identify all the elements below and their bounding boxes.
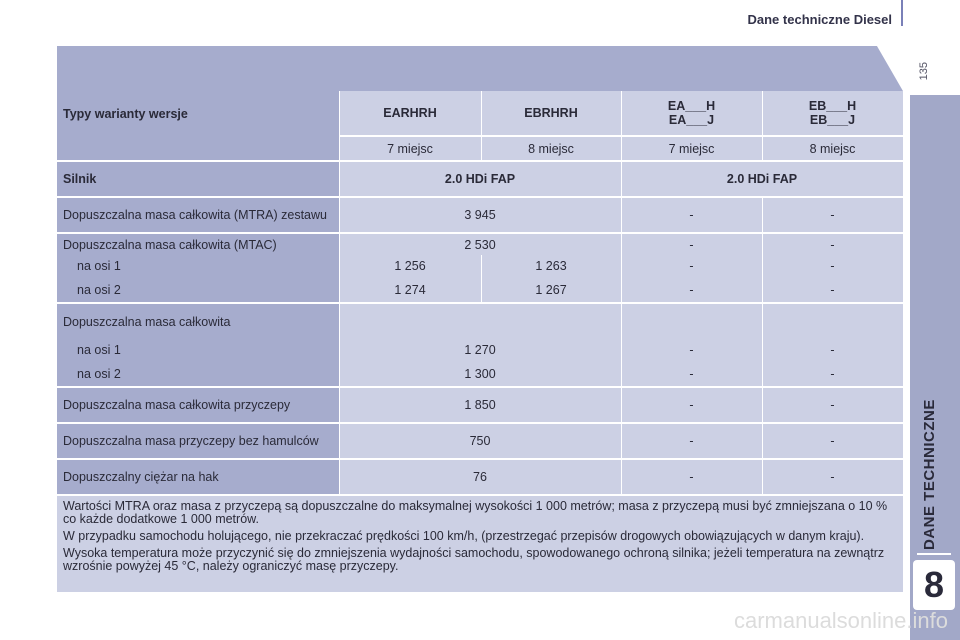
- total-axle1-value: -: [762, 339, 903, 361]
- engine-cell: 2.0 HDi FAP: [621, 161, 903, 197]
- total-mass-blank: [339, 303, 621, 339]
- page-number: 135: [918, 62, 930, 81]
- unbraked-trailer-value: -: [762, 423, 903, 459]
- axle1-value: -: [621, 255, 762, 277]
- axle2-value: 1 274: [339, 277, 481, 303]
- note-paragraph: Wysoka temperatura może przyczynić się do zmniejszenia wydajności samochodu, spowodowanego ochroną silnika; jeżeli temperatura na zewnątrz wzrośnie powyżej 45 °C, należy ograniczyć masę przyczepy.: [63, 546, 885, 573]
- hitch-load-label: Dopuszczalny ciężar na hak: [57, 459, 339, 495]
- engine-label: Silnik: [57, 161, 339, 197]
- unbraked-trailer-value: 750: [339, 423, 621, 459]
- axle1-value: -: [762, 255, 903, 277]
- seats-cell: 7 miejsc: [621, 136, 762, 161]
- axle1-value: 1 263: [481, 255, 621, 277]
- total-axle2-value: -: [621, 361, 762, 387]
- mtac-value: -: [762, 233, 903, 255]
- notes-block: [63, 500, 897, 577]
- seats-label-cell: [57, 136, 339, 161]
- engine-cell: 2.0 HDi FAP: [339, 161, 621, 197]
- header-divider: [901, 0, 903, 26]
- hitch-load-value: 76: [339, 459, 621, 495]
- trailer-mass-value: 1 850: [339, 387, 621, 423]
- total-axle2-label: na osi 2: [57, 361, 339, 387]
- hitch-load-value: -: [621, 459, 762, 495]
- mtac-value: 2 530: [339, 233, 621, 255]
- axle2-value: -: [621, 277, 762, 303]
- axle2-value: 1 267: [481, 277, 621, 303]
- technical-data-table: [57, 91, 904, 496]
- note-paragraph: Wartości MTRA oraz masa z przyczepą są dopuszczalne do maksymalnej wysokości 1 000 metrów; masa z przyczepą musi być zmniejszana o 10 % co każde dodatkowe 1 000 metrów.: [63, 499, 888, 526]
- hitch-load-value: -: [762, 459, 903, 495]
- table-header-label: Typy warianty wersje: [57, 91, 339, 136]
- page-header-title: Dane techniczne Diesel: [747, 12, 892, 27]
- axle1-value: 1 256: [339, 255, 481, 277]
- code-cell: EA___H EA___J: [621, 91, 762, 136]
- seats-cell: 7 miejsc: [339, 136, 481, 161]
- chapter-side-tab: [910, 95, 960, 640]
- chapter-divider: [917, 553, 951, 555]
- total-mass-blank: [621, 303, 762, 339]
- mtra-value: -: [621, 197, 762, 233]
- mtra-value: 3 945: [339, 197, 621, 233]
- total-axle1-label: na osi 1: [57, 339, 339, 361]
- chapter-side-label: DANE TECHNICZNE: [921, 399, 938, 550]
- total-mass-blank: [762, 303, 903, 339]
- code-cell: EARHRH: [339, 91, 481, 136]
- total-axle2-value: -: [762, 361, 903, 387]
- total-axle1-value: -: [621, 339, 762, 361]
- total-axle2-value: 1 300: [339, 361, 621, 387]
- unbraked-trailer-value: -: [621, 423, 762, 459]
- mtac-value: -: [621, 233, 762, 255]
- note-paragraph: W przypadku samochodu holującego, nie przekraczać prędkości 100 km/h, (przestrzegać przepisów drogowych obowiązujących w danym kraju).: [63, 529, 865, 543]
- mtra-label: Dopuszczalna masa całkowita (MTRA) zestawu: [57, 197, 339, 233]
- mtac-label: Dopuszczalna masa całkowita (MTAC): [57, 233, 339, 255]
- axle1-label: na osi 1: [57, 255, 339, 277]
- total-mass-label: Dopuszczalna masa całkowita: [57, 303, 339, 339]
- axle2-label: na osi 2: [57, 277, 339, 303]
- watermark: carmanualsonline.info: [733, 608, 948, 633]
- spec-panel-header-band: [57, 46, 903, 91]
- trailer-mass-label: Dopuszczalna masa całkowita przyczepy: [57, 387, 339, 423]
- trailer-mass-value: -: [621, 387, 762, 423]
- seats-cell: 8 miejsc: [762, 136, 903, 161]
- code-cell: EB___H EB___J: [762, 91, 903, 136]
- total-axle1-value: 1 270: [339, 339, 621, 361]
- code-cell: EBRHRH: [481, 91, 621, 136]
- seats-cell: 8 miejsc: [481, 136, 621, 161]
- unbraked-trailer-label: Dopuszczalna masa przyczepy bez hamulców: [57, 423, 339, 459]
- mtra-value: -: [762, 197, 903, 233]
- axle2-value: -: [762, 277, 903, 303]
- trailer-mass-value: -: [762, 387, 903, 423]
- chapter-number: 8: [913, 560, 955, 610]
